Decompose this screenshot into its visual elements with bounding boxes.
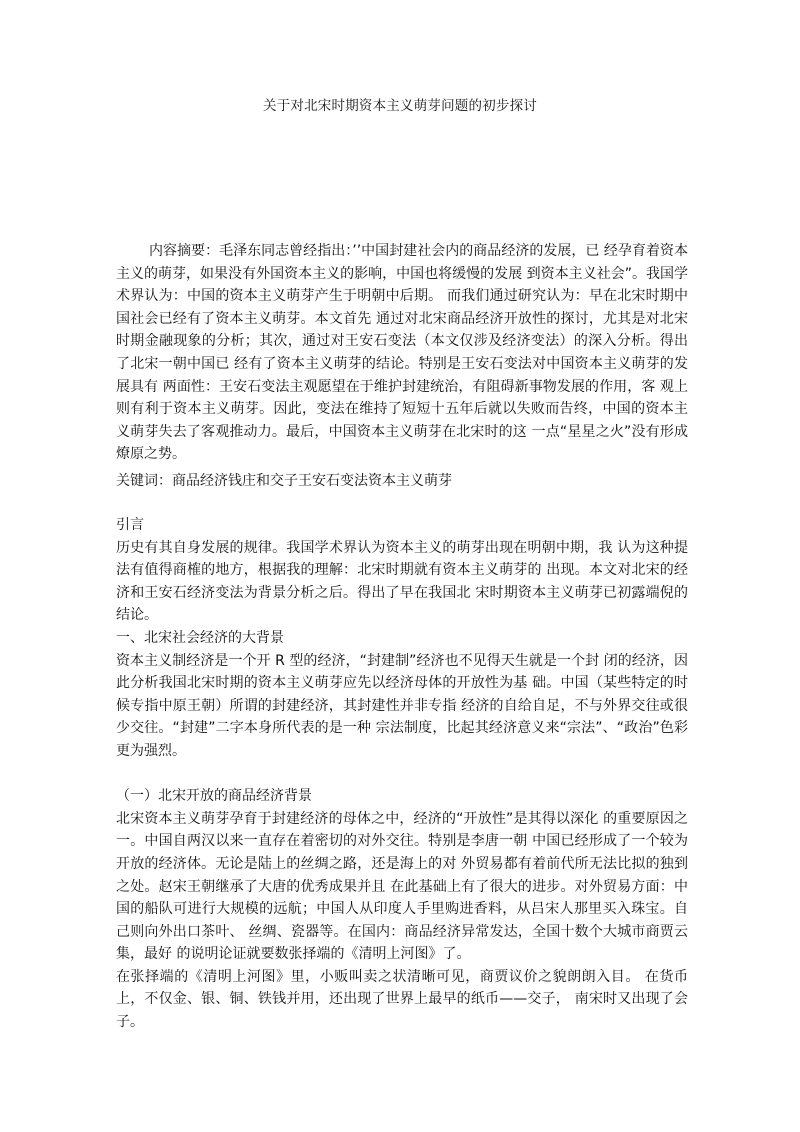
intro-paragraph: 历史有其自身发展的规律。我国学术界认为资本主义的萌芽出现在明朝中期，我 认为这种提法有值得商榷的地方，根据我的理解：北宋时期就有资本主义萌芽的 出现。本文对北宋的经济和王安石经济变法为背景分析之后。得出了早在我国北 宋时期资本主义萌芽已初露端倪的结论。 [116, 539, 688, 624]
main-content [116, 514, 688, 1034]
subsection-paragraph-2: 在张择端的《清明上河图》里，小贩叫卖之状清晰可见，商贾议价之貌朗朗入目。 在货币上，不仅金、银、铜、铁钱并用，还出现了世界上最早的纸币——交子， 南宋时又出现了会子。 [116, 968, 688, 1031]
intro-heading: 引言 [116, 517, 144, 533]
document-title: 关于对北宋时期资本主义萌芽问题的初步探讨 [263, 98, 537, 114]
subsection-heading: （一）北宋开放的商品经济背景 [116, 788, 312, 805]
keywords-line: 关键词：商品经济钱庄和交子王安石变法资本主义萌芽 [116, 473, 452, 489]
spacer [116, 763, 688, 786]
abstract-paragraph: 内容摘要：毛泽东同志曾经指出：’’中国封建社会内的商品经济的发展，已 经孕育着资本主义的萌芽，如果没有外国资本主义的影响，中国也将缓慢的发展 到资本主义社会”。我国学术界认为：中国的资本主义萌芽产生于明朝中后期。 而我们通过研究认为：早在北宋时期中国社会已经有了资本主义萌芽。本文首先 通过对北宋商品经济开放性的探讨，尤其是对北宋时期金融现象的分析；其次，通过对王安石变法（本文仅涉及经济变法）的深入分析。得出了北宋一朝中国已 经有了资本主义萌芽的结论。特别是王安石变法对中国资本主义萌芽的发展具有 两面性：王安石变法主观愿望在于维护封建统治，有阻碍新事物发展的作用，客 观上则有利于资本主义萌芽。因此，变法在维持了短短十五年后就以失败而告终，中国的资本主义萌芽失去了客观推动力。最后，中国资本主义萌芽在北宋时的这 一点“星星之火”没有形成燎原之势。 [116, 243, 688, 463]
section-paragraph: 资本主义制经济是一个开 R 型的经济，“封建制”经济也不见得天生就是一个封 闭的经济，因此分析我国北宋时期的资本主义萌芽应先以经济母体的开放性为基 础。中国（某些特定的时候专指中原王朝）所谓的封建经济，其封建性并非专指 经济的自给自足，不与外界交往或很少交往。“封建”二字本身所代表的是一种 宗法制度，比起其经济意义来“宗法”、“政治”色彩更为强烈。 [116, 652, 688, 759]
subsection-paragraph: 北宋资本主义萌芽孕育于封建经济的母体之中，经济的“开放性”是其得以深化 的重要原因之一。中国自两汉以来一直存在着密切的对外交往。特别是李唐一朝 中国已经形成了一个较为开放的经济体。无论是陆上的丝绸之路，还是海上的对 外贸易都有着前代所无法比拟的独到之处。赵宋王朝继承了大唐的优秀成果并且 在此基础上有了很大的进步。对外贸易方面：中国的船队可进行大规模的远航；中国人从印度人手里购进香料，从吕宋人那里买入珠宝。自己则向外出口茶叶、 丝绸、瓷器等。在国内：商品经济异常发达，全国十数个大城市商贾云集，最好 的说明论证就要数张择端的《清明上河图》了。 [116, 810, 688, 963]
section-heading: 一、北宋社会经济的大背景 [116, 629, 284, 646]
